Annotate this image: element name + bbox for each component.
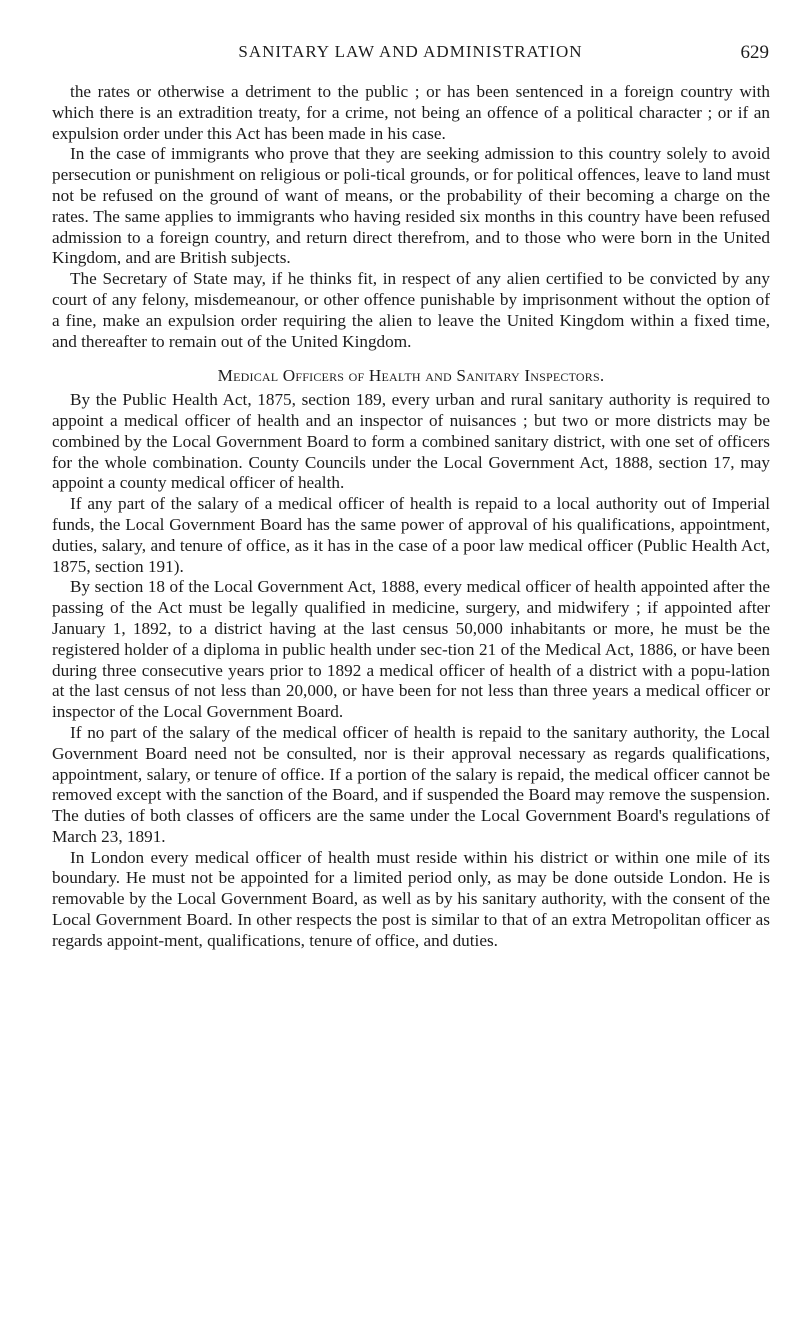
body-text [52,82,770,952]
page-header [52,42,769,68]
paragraph: If any part of the salary of a medical officer of health is repaid to a local authority out of Imperial funds, the Local Government Board has the same power of approval of his qualifications, appointment, duties, salary, and tenure of office, as it has in the case of a poor law medical officer (Public Health Act, 1875, section 191). [52,494,770,576]
paragraph: By the Public Health Act, 1875, section 189, every urban and rural sanitary authority is required to appoint a medical officer of health and an inspector of nuisances ; but two or more districts may be combined by the Local Government Board to form a combined sanitary district, with one set of officers for the whole combination. County Councils under the Local Government Act, 1888, section 17, may appoint a county medical officer of health. [52,390,770,493]
paragraph: The Secretary of State may, if he thinks fit, in respect of any alien certified to be convicted by any court of any felony, misdemeanour, or other offence punishable by imprisonment without the option of a fine, make an expulsion order requiring the alien to leave the United Kingdom within a fixed time, and thereafter to remain out of the United Kingdom. [52,269,770,351]
paragraph: If no part of the salary of the medical officer of health is repaid to the sanitary authority, the Local Government Board need not be consulted, nor is their approval necessary as regards qualifications, appointment, salary, or tenure of office. If a portion of the salary is repaid, the medical officer cannot be removed except with the sanction of the Board, and if suspended the Board may remove the suspension. The duties of both classes of officers are the same under the Local Government Board's regulations of March 23, 1891. [52,722,770,846]
section-heading: Medical Officers of Health and Sanitary Inspectors. [217,366,605,386]
paragraph: By section 18 of the Local Government Act, 1888, every medical officer of health appointed after the passing of the Act must be legally qualified in medicine, surgery, and midwifery ; if appointed after January 1, 1892, to a district having at the last census 50,000 inhabitants or more, he must be the registered holder of a diploma in public health under sec-tion 21 of the Medical Act, 1886, or have been during three consecutive years prior to 1892 a medical officer of health of a district with a popu-lation at the last census of not less than 20,000, or have been for not less than three years a medical officer or inspector of the Local Government Board. [52,577,770,722]
page-number: 629 [740,42,769,63]
paragraph: In London every medical officer of health must reside within his district or within one mile of its boundary. He must not be appointed for a limited period only, as may be done outside London. He is removable by the Local Government Board, as well as by his sanitary authority, with the consent of the Local Government Board. In other respects the post is similar to that of an extra Metropolitan officer as regards appoint-ment, qualifications, tenure of office, and duties. [52,847,770,950]
paragraph: In the case of immigrants who prove that they are seeking admission to this country solely to avoid persecution or punishment on religious or poli-tical grounds, or for political offences, leave to land must not be refused on the ground of want of means, or the probability of their becoming a charge on the rates. The same applies to immigrants who having resided six months in this country have been refused admission to a foreign country, and return direct therefrom, and to those who were born in the United Kingdom, and are British subjects. [52,144,770,268]
running-title: SANITARY LAW AND ADMINISTRATION [238,42,583,61]
paragraph: the rates or otherwise a detriment to the public ; or has been sentenced in a foreign country with which there is an extradition treaty, for a crime, not being an offence of a political character ; or if an expulsion order under this Act has been made in his case. [52,82,770,143]
